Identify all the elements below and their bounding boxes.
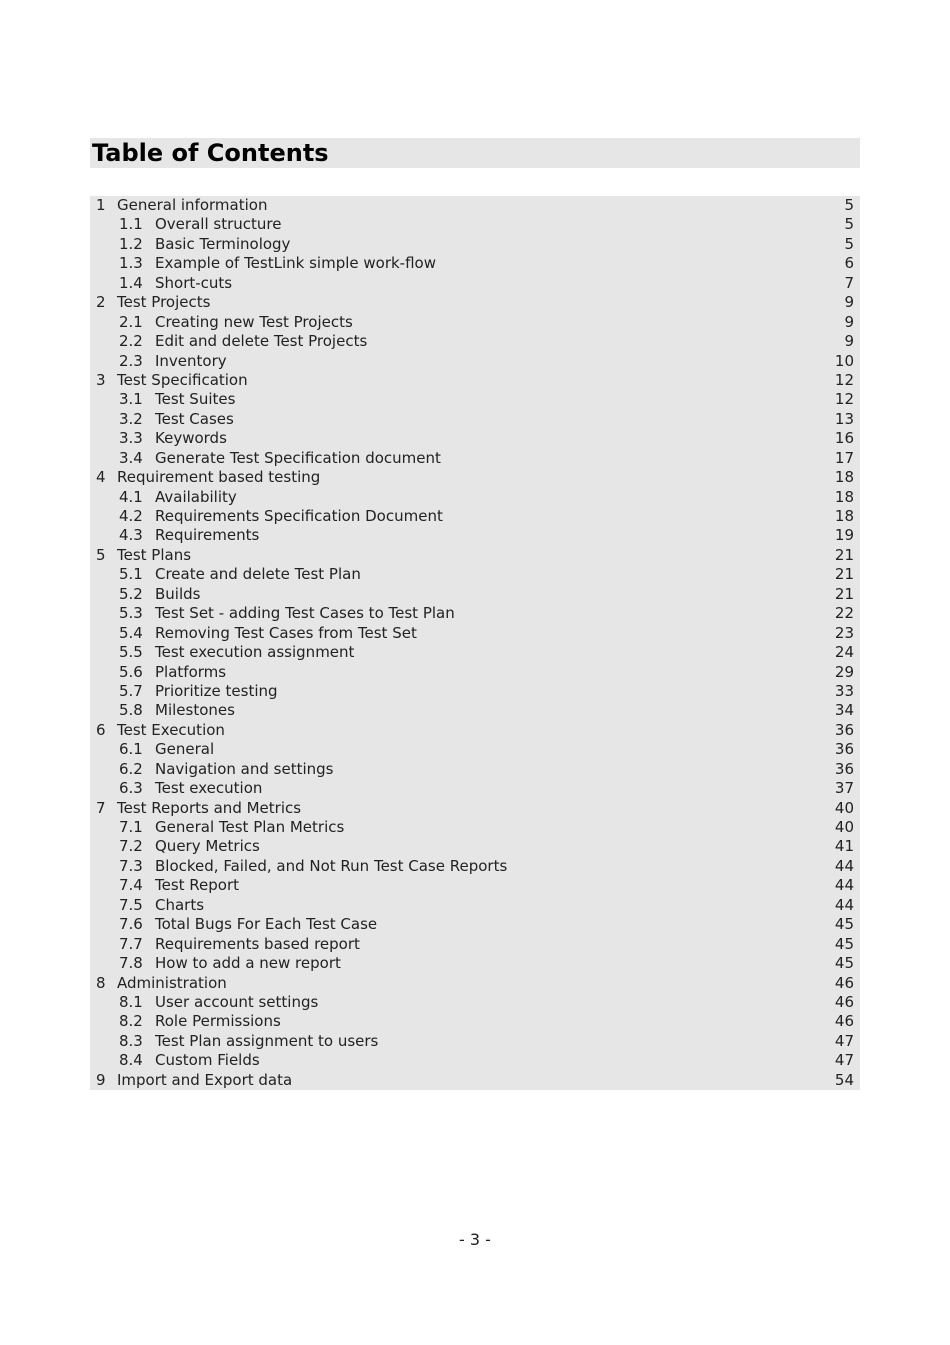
toc-entry-page: 47 [834, 1031, 854, 1050]
toc-entry-section[interactable] [90, 818, 860, 837]
toc-entry-section[interactable] [90, 760, 860, 779]
toc-entry-title: Test Cases [155, 409, 234, 428]
toc-entry-number: 8.3 [119, 1031, 143, 1050]
toc-entry-chapter[interactable] [90, 196, 860, 215]
toc-entry-title: Removing Test Cases from Test Set [155, 623, 417, 642]
toc-entry-page: 44 [834, 856, 854, 875]
toc-entry-title: Requirements based report [155, 934, 360, 953]
toc-entry-page: 46 [834, 992, 854, 1011]
toc-entry-title: Test Suites [155, 390, 236, 409]
toc-entry-section[interactable] [90, 1051, 860, 1070]
toc-entry-number: 5.8 [119, 701, 143, 720]
toc-entry-section[interactable] [90, 740, 860, 759]
toc-entry-number: 5.4 [119, 623, 143, 642]
toc-entry-title: Test execution assignment [155, 643, 355, 662]
toc-entry-chapter[interactable] [90, 468, 860, 487]
toc-entry-title: Navigation and settings [155, 759, 334, 778]
toc-entry-chapter[interactable] [90, 721, 860, 740]
toc-entry-number: 7.6 [119, 915, 143, 934]
toc-entry-section[interactable] [90, 876, 860, 895]
toc-entry-section[interactable] [90, 643, 860, 662]
toc-entry-number: 3.4 [119, 448, 143, 467]
toc-entry-number: 3 [96, 370, 106, 389]
toc-entry-title: Overall structure [155, 215, 282, 234]
toc-entry-title: Short-cuts [155, 273, 233, 292]
toc-entry-title: Test Specification [117, 370, 248, 389]
toc-entry-page: 37 [834, 779, 854, 798]
toc-entry-number: 5.6 [119, 662, 143, 681]
toc-entry-title: Availability [155, 487, 237, 506]
toc-entry-number: 1.1 [119, 215, 143, 234]
toc-entry-section[interactable] [90, 1012, 860, 1031]
toc-entry-number: 3.3 [119, 429, 143, 448]
toc-entry-chapter[interactable] [90, 293, 860, 312]
toc-entry-number: 7.2 [119, 837, 143, 856]
toc-entry-number: 1.4 [119, 273, 143, 292]
toc-entry-title: Test Reports and Metrics [117, 798, 302, 817]
toc-entry-number: 7.5 [119, 895, 143, 914]
toc-entry-title: How to add a new report [155, 954, 341, 973]
toc-entry-number: 4 [96, 468, 106, 487]
toc-entry-title: Milestones [155, 701, 235, 720]
toc-entry-page: 33 [834, 681, 854, 700]
toc-entry-title: Inventory [155, 351, 227, 370]
toc-list [90, 196, 860, 1090]
toc-entry-chapter[interactable] [90, 546, 860, 565]
toc-entry-number: 5.3 [119, 604, 143, 623]
toc-entry-title: Total Bugs For Each Test Case [155, 915, 378, 934]
toc-entry-page: 5 [844, 234, 854, 253]
toc-entry-page: 24 [834, 643, 854, 662]
toc-entry-section[interactable] [90, 526, 860, 545]
toc-entry-title: Import and Export data [117, 1070, 293, 1089]
toc-entry-title: Test Execution [117, 720, 225, 739]
toc-entry-page: 17 [834, 448, 854, 467]
toc-entry-chapter[interactable] [90, 799, 860, 818]
toc-entry-page: 23 [834, 623, 854, 642]
toc-entry-number: 3.1 [119, 390, 143, 409]
toc-entry-page: 12 [834, 390, 854, 409]
toc-entry-section[interactable] [90, 274, 860, 293]
toc-entry-page: 36 [834, 720, 854, 739]
toc-entry-page: 34 [834, 701, 854, 720]
toc-entry-page: 40 [834, 818, 854, 836]
toc-entry-section[interactable] [90, 604, 860, 623]
toc-entry-title: Create and delete Test Plan [155, 565, 361, 584]
toc-entry-title: General [155, 740, 215, 759]
toc-entry-section[interactable] [90, 410, 860, 429]
toc-entry-title: Keywords [155, 429, 227, 448]
toc-entry-title: Example of TestLink simple work-flow [155, 254, 436, 273]
toc-entry-title: Charts [155, 895, 205, 914]
toc-entry-page: 7 [844, 273, 854, 292]
toc-entry-section[interactable] [90, 390, 860, 409]
toc-entry-title: Edit and delete Test Projects [155, 332, 368, 351]
toc-entry-number: 2.2 [119, 332, 143, 351]
toc-entry-section[interactable] [90, 488, 860, 507]
toc-entry-number: 7.4 [119, 876, 143, 895]
toc-entry-page: 36 [834, 759, 854, 778]
toc-entry-page: 5 [844, 215, 854, 234]
toc-entry-number: 2 [96, 293, 106, 312]
toc-entry-page: 6 [844, 254, 854, 273]
toc-entry-number: 6 [96, 720, 106, 739]
toc-entry-page: 16 [834, 429, 854, 448]
toc-entry-section[interactable] [90, 235, 860, 254]
toc-entry-number: 8 [96, 973, 106, 992]
toc-entry-section[interactable] [90, 935, 860, 954]
toc-entry-page: 45 [834, 954, 854, 973]
toc-entry-number: 7.8 [119, 954, 143, 973]
toc-entry-number: 5.5 [119, 643, 143, 662]
toc-entry-page: 21 [834, 584, 854, 603]
toc-entry-section[interactable] [90, 507, 860, 526]
toc-entry-page: 36 [834, 740, 854, 759]
toc-entry-page: 41 [834, 837, 854, 856]
toc-entry-title: User account settings [155, 992, 319, 1011]
toc-entry-section[interactable] [90, 701, 860, 720]
toc-entry-section[interactable] [90, 429, 860, 448]
toc-entry-title: Prioritize testing [155, 681, 278, 700]
toc-entry-page: 21 [834, 545, 854, 564]
toc-entry-section[interactable] [90, 352, 860, 371]
toc-entry-number: 5.7 [119, 681, 143, 700]
toc-entry-section[interactable] [90, 215, 860, 234]
toc-entry-title: Builds [155, 584, 201, 603]
toc-entry-page: 9 [844, 312, 854, 331]
toc-entry-page: 10 [834, 351, 854, 370]
toc-entry-title: Test Projects [117, 293, 211, 312]
toc-entry-title: Role Permissions [155, 1012, 281, 1031]
toc-entry-page: 29 [834, 662, 854, 681]
toc-entry-number: 4.1 [119, 487, 143, 506]
toc-entry-page: 46 [834, 973, 854, 992]
toc-entry-page: 44 [834, 895, 854, 914]
toc-entry-title: Creating new Test Projects [155, 312, 353, 331]
toc-entry-title: Custom Fields [155, 1051, 260, 1070]
toc-entry-title: Test execution [155, 779, 263, 798]
toc-entry-page: 18 [834, 468, 854, 487]
toc-entry-page: 44 [834, 876, 854, 895]
toc-entry-section[interactable] [90, 682, 860, 701]
toc-entry-page: 54 [834, 1070, 854, 1089]
toc-entry-number: 2.3 [119, 351, 143, 370]
toc-entry-page: 40 [834, 798, 854, 817]
toc-entry-number: 7.3 [119, 856, 143, 875]
toc-entry-title: Blocked, Failed, and Not Run Test Case Reports [155, 856, 508, 875]
toc-entry-chapter[interactable] [90, 974, 860, 993]
toc-entry-section[interactable] [90, 915, 860, 934]
toc-entry-page: 45 [834, 915, 854, 934]
toc-entry-title: Platforms [155, 662, 227, 681]
toc-entry-section[interactable] [90, 857, 860, 876]
toc-entry-section[interactable] [90, 663, 860, 682]
toc-entry-number: 6.1 [119, 740, 143, 759]
toc-entry-title: Test Plan assignment to users [155, 1031, 379, 1050]
toc-entry-title: Requirements [155, 526, 260, 545]
toc-entry-page: 19 [834, 526, 854, 545]
toc-entry-number: 6.3 [119, 779, 143, 798]
toc-entry-section[interactable] [90, 585, 860, 604]
toc-entry-page: 13 [834, 409, 854, 428]
toc-entry-section[interactable] [90, 449, 860, 468]
toc-entry-number: 4.3 [119, 526, 143, 545]
toc-entry-section[interactable] [90, 954, 860, 973]
toc-entry-title: Requirements Specification Document [155, 507, 443, 525]
toc-entry-number: 1 [96, 196, 106, 214]
toc-entry-title: General information [117, 196, 268, 214]
page-number: - 3 - [459, 1230, 491, 1249]
toc-entry-page: 5 [844, 196, 854, 214]
toc-entry-chapter[interactable] [90, 1071, 860, 1090]
toc-entry-number: 8.4 [119, 1051, 143, 1070]
toc-entry-number: 7.7 [119, 934, 143, 953]
toc-heading: Table of Contents [90, 138, 860, 168]
toc-entry-number: 1.3 [119, 254, 143, 273]
toc-entry-number: 8.1 [119, 992, 143, 1011]
toc-entry-page: 9 [844, 293, 854, 312]
toc-entry-section[interactable] [90, 1032, 860, 1051]
toc-entry-number: 8.2 [119, 1012, 143, 1031]
toc-entry-number: 1.2 [119, 234, 143, 253]
toc-entry-page: 22 [834, 604, 854, 623]
toc-entry-section[interactable] [90, 254, 860, 273]
toc-entry-section[interactable] [90, 565, 860, 584]
toc-entry-number: 5.2 [119, 584, 143, 603]
toc-entry-page: 18 [834, 487, 854, 506]
toc-entry-page: 12 [834, 370, 854, 389]
toc-entry-title: Generate Test Specification document [155, 448, 441, 467]
toc-entry-page: 21 [834, 565, 854, 584]
toc-entry-section[interactable] [90, 837, 860, 856]
toc-entry-page: 9 [844, 332, 854, 351]
toc-entry-title: Test Report [155, 876, 240, 895]
toc-entry-section[interactable] [90, 332, 860, 351]
toc-entry-section[interactable] [90, 896, 860, 915]
toc-entry-number: 4.2 [119, 507, 143, 525]
toc-entry-page: 45 [834, 934, 854, 953]
toc-entry-title: Test Set - adding Test Cases to Test Plan [155, 604, 455, 623]
toc-entry-number: 9 [96, 1070, 106, 1089]
toc-entry-section[interactable] [90, 779, 860, 798]
toc-entry-title: Basic Terminology [155, 234, 291, 253]
toc-entry-section[interactable] [90, 313, 860, 332]
toc-entry-number: 6.2 [119, 759, 143, 778]
toc-entry-title: Administration [117, 973, 227, 992]
toc-entry-number: 7.1 [119, 818, 143, 836]
toc-entry-page: 47 [834, 1051, 854, 1070]
toc-entry-number: 2.1 [119, 312, 143, 331]
toc-entry-page: 46 [834, 1012, 854, 1031]
toc-entry-number: 7 [96, 798, 106, 817]
toc-entry-title: Test Plans [117, 545, 192, 564]
toc-entry-chapter[interactable] [90, 371, 860, 390]
toc-entry-section[interactable] [90, 993, 860, 1012]
toc-entry-title: Query Metrics [155, 837, 260, 856]
toc-entry-page: 18 [834, 507, 854, 525]
toc-entry-number: 5.1 [119, 565, 143, 584]
toc-entry-section[interactable] [90, 624, 860, 643]
toc-entry-number: 5 [96, 545, 106, 564]
toc-entry-title: General Test Plan Metrics [155, 818, 345, 836]
toc-entry-title: Requirement based testing [117, 468, 321, 487]
toc-entry-number: 3.2 [119, 409, 143, 428]
